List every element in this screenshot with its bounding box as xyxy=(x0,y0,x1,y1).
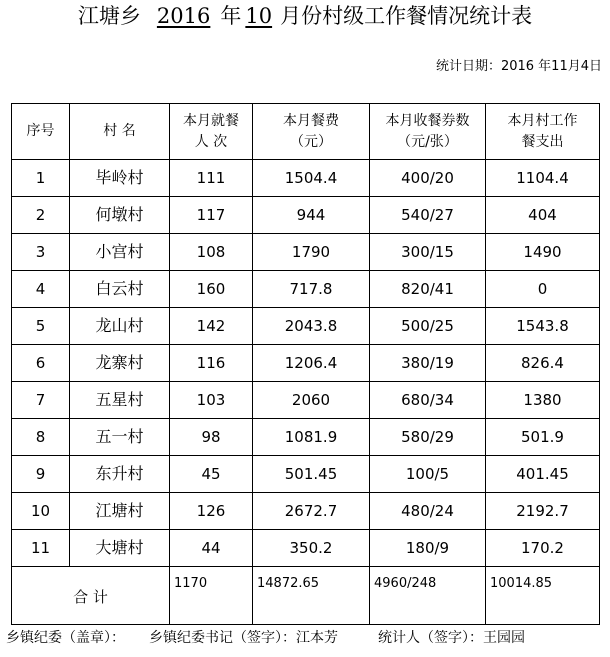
title-month: 10 xyxy=(245,4,273,28)
cell-diners: 116 xyxy=(170,345,253,382)
cell-village: 小宫村 xyxy=(70,234,170,271)
title-prefix: 江塘乡 xyxy=(77,4,141,28)
cell-vouchers: 540/27 xyxy=(370,197,486,234)
total-fee: 14872.65 xyxy=(253,567,370,625)
cell-expense: 401.45 xyxy=(486,456,600,493)
cell-seq: 9 xyxy=(12,456,70,493)
cell-fee: 1081.9 xyxy=(253,419,370,456)
cell-seq: 5 xyxy=(12,308,70,345)
cell-diners: 117 xyxy=(170,197,253,234)
table-row xyxy=(12,271,600,308)
cell-seq: 6 xyxy=(12,345,70,382)
document-title xyxy=(0,2,610,30)
cell-diners: 103 xyxy=(170,382,253,419)
cell-vouchers: 100/5 xyxy=(370,456,486,493)
cell-expense: 826.4 xyxy=(486,345,600,382)
header-expense-line1: 本月村工作 xyxy=(507,112,578,129)
table-header-row xyxy=(12,104,600,160)
title-year-word: 年 xyxy=(220,4,242,28)
cell-expense: 1104.4 xyxy=(486,160,600,197)
header-diners-line1: 本月就餐 xyxy=(183,112,239,129)
header-diners xyxy=(170,104,253,160)
table-total-row xyxy=(12,567,600,625)
cell-diners: 44 xyxy=(170,530,253,567)
cell-diners: 111 xyxy=(170,160,253,197)
cell-fee: 2672.7 xyxy=(253,493,370,530)
cell-fee: 944 xyxy=(253,197,370,234)
table-row xyxy=(12,308,600,345)
cell-village: 大塘村 xyxy=(70,530,170,567)
cell-village: 白云村 xyxy=(70,271,170,308)
cell-seq: 8 xyxy=(12,419,70,456)
cell-seq: 4 xyxy=(12,271,70,308)
cell-village: 何墩村 xyxy=(70,197,170,234)
header-meal-fee-line2: （元） xyxy=(290,133,332,150)
table-row xyxy=(12,197,600,234)
cell-village: 五星村 xyxy=(70,382,170,419)
cell-vouchers: 680/34 xyxy=(370,382,486,419)
footer-stat-person: 统计人（签字）：王园园 xyxy=(378,630,525,646)
cell-seq: 2 xyxy=(12,197,70,234)
table-row xyxy=(12,382,600,419)
total-expense: 10014.85 xyxy=(486,567,600,625)
footer-seal: 乡镇纪委（盖章）： xyxy=(6,630,125,646)
cell-vouchers: 380/19 xyxy=(370,345,486,382)
table-row xyxy=(12,345,600,382)
cell-vouchers: 500/25 xyxy=(370,308,486,345)
cell-vouchers: 400/20 xyxy=(370,160,486,197)
cell-diners: 160 xyxy=(170,271,253,308)
header-meal-fee-line1: 本月餐费 xyxy=(283,112,339,129)
cell-seq: 1 xyxy=(12,160,70,197)
cell-seq: 11 xyxy=(12,530,70,567)
title-year: 2016 xyxy=(156,4,211,28)
cell-expense: 170.2 xyxy=(486,530,600,567)
header-expense-line2: 餐支出 xyxy=(521,133,564,150)
cell-vouchers: 820/41 xyxy=(370,271,486,308)
cell-fee: 717.8 xyxy=(253,271,370,308)
cell-diners: 98 xyxy=(170,419,253,456)
header-diners-line2: 人 次 xyxy=(194,133,228,150)
header-vouchers-line1: 本月收餐券数 xyxy=(385,112,470,129)
cell-fee: 501.45 xyxy=(253,456,370,493)
cell-diners: 108 xyxy=(170,234,253,271)
cell-expense: 1490 xyxy=(486,234,600,271)
cell-fee: 1790 xyxy=(253,234,370,271)
header-vouchers xyxy=(370,104,486,160)
cell-diners: 45 xyxy=(170,456,253,493)
header-expense xyxy=(486,104,600,160)
cell-vouchers: 180/9 xyxy=(370,530,486,567)
cell-expense: 1380 xyxy=(486,382,600,419)
table-row xyxy=(12,419,600,456)
table-row xyxy=(12,160,600,197)
footer-secretary: 乡镇纪委书记（签字）：江本芳 xyxy=(149,630,338,646)
cell-expense: 0 xyxy=(486,271,600,308)
cell-expense: 501.9 xyxy=(486,419,600,456)
header-vouchers-line2: （元/张） xyxy=(397,133,458,150)
meal-statistics-table xyxy=(11,103,600,625)
title-suffix: 月份村级工作餐情况统计表 xyxy=(280,4,533,28)
header-village: 村 名 xyxy=(70,104,170,160)
cell-village: 五一村 xyxy=(70,419,170,456)
cell-diners: 126 xyxy=(170,493,253,530)
table-row xyxy=(12,493,600,530)
cell-vouchers: 300/15 xyxy=(370,234,486,271)
total-label: 合 计 xyxy=(12,567,170,625)
cell-fee: 2043.8 xyxy=(253,308,370,345)
cell-expense: 404 xyxy=(486,197,600,234)
cell-expense: 1543.8 xyxy=(486,308,600,345)
header-seq: 序号 xyxy=(12,104,70,160)
table-row xyxy=(12,530,600,567)
cell-diners: 142 xyxy=(170,308,253,345)
cell-village: 龙寨村 xyxy=(70,345,170,382)
cell-fee: 1206.4 xyxy=(253,345,370,382)
cell-fee: 2060 xyxy=(253,382,370,419)
total-diners: 1170 xyxy=(170,567,253,625)
header-meal-fee xyxy=(253,104,370,160)
cell-village: 东升村 xyxy=(70,456,170,493)
total-vouchers: 4960/248 xyxy=(370,567,486,625)
table-row xyxy=(12,234,600,271)
signature-footer xyxy=(6,628,525,648)
cell-seq: 7 xyxy=(12,382,70,419)
table-row xyxy=(12,456,600,493)
cell-vouchers: 580/29 xyxy=(370,419,486,456)
cell-expense: 2192.7 xyxy=(486,493,600,530)
cell-seq: 10 xyxy=(12,493,70,530)
cell-village: 毕岭村 xyxy=(70,160,170,197)
cell-fee: 1504.4 xyxy=(253,160,370,197)
cell-vouchers: 480/24 xyxy=(370,493,486,530)
cell-fee: 350.2 xyxy=(253,530,370,567)
cell-village: 江塘村 xyxy=(70,493,170,530)
stat-date: 统计日期：2016 年11月4日 xyxy=(435,59,602,74)
cell-village: 龙山村 xyxy=(70,308,170,345)
cell-seq: 3 xyxy=(12,234,70,271)
